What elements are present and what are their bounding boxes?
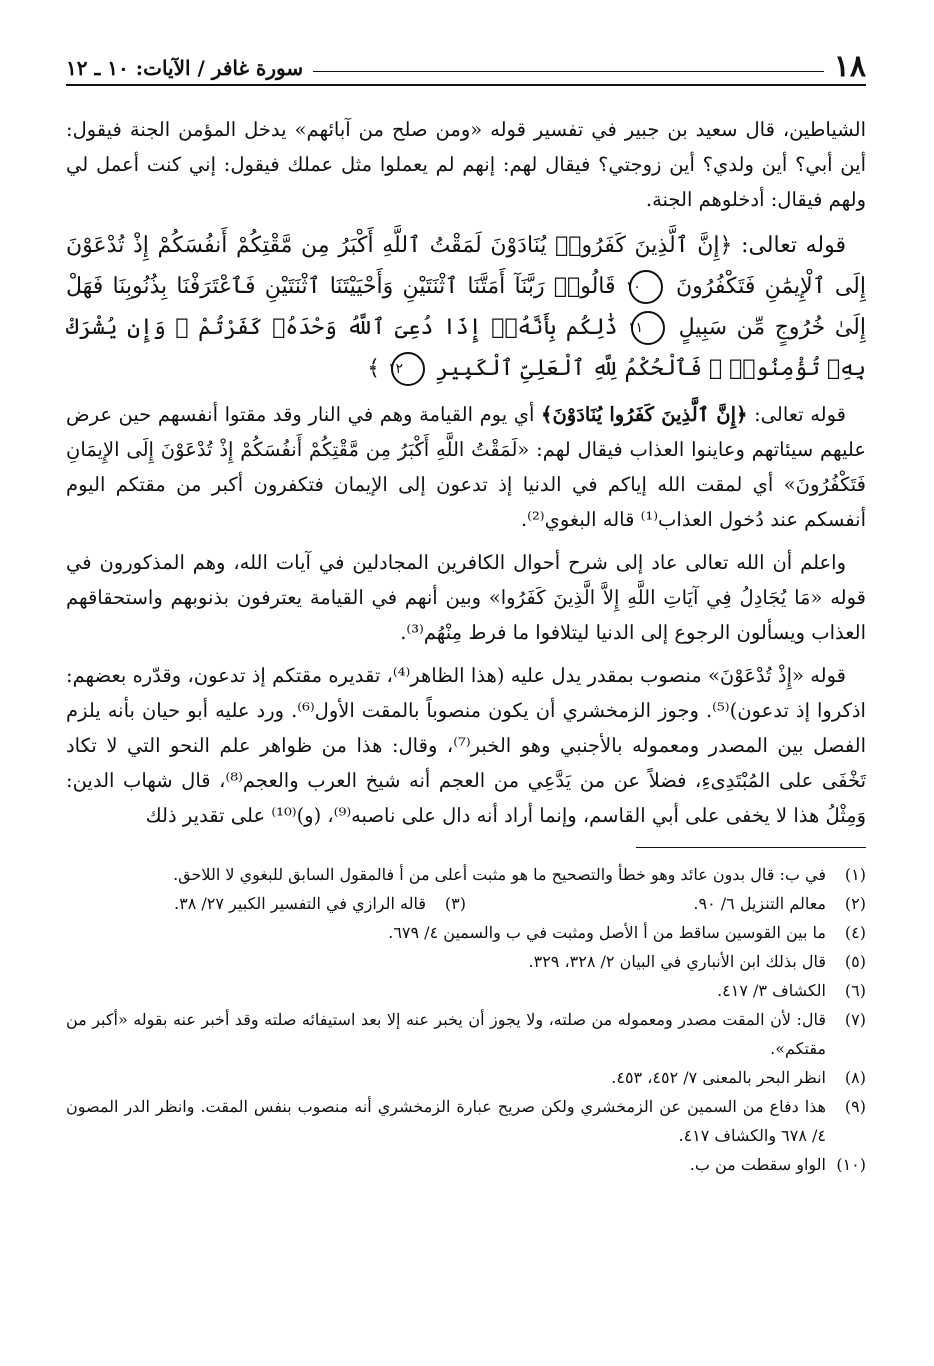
page-header (66, 40, 866, 86)
footnotes (66, 860, 866, 1179)
main-text (66, 112, 866, 833)
footnote-text: قال بذلك ابن الأنباري في البيان ٢/ ٣٢٨، ٣٢٩. (528, 952, 826, 971)
footnote-number: (٦) (844, 981, 866, 1000)
footnote-text: ما بين القوسين ساقط من أ الأصل ومثبت في ب والسمين ٤/ ٦٧٩. (388, 923, 826, 942)
footnote-3 (66, 889, 466, 918)
paragraph-3: واعلم أن الله تعالى عاد إلى شرح أحوال الكافرين المجادلين في آيات الله، وهم المذكورون في قوله «مَا يُجَادِلُ فِي آيَاتِ اللَّهِ إِلاَّ الَّذِينَ كَفَرُوا» وبين أنهم في القيامة يعترفون بذنوبهم واستحقاقهم العذاب ويسألون الرجوع إلى الدنيا ليتلافوا ما فرط مِنْهُم⁽³⁾. (66, 551, 866, 644)
footnote-number: (١٠) (836, 1155, 866, 1174)
paragraph-4: قوله «إِذْ تُدْعَوْنَ» منصوب بمقدر يدل عليه (هذا الظاهر⁽⁴⁾، تقديره مقتكم إذ تدعون، وقدّره بعضهم: اذكروا إذ تدعون)⁽⁵⁾. وجوز الزمخشري أن يكون منصوباً بالمقت الأول⁽⁶⁾. ورد عليه أبو حيان بأنه يلزم الفصل بين المصدر ومعموله بالأجنبي وهو الخبر⁽⁷⁾، وقال: هذا من ظواهر علم النحو التي لا تكاد تَخْفَى على المُبْتَدِىءِ، فضلاً عن من يَدَّعِي من العجم أنه شيخ العرب والعجم⁽⁸⁾، قال شهاب الدين: وَمِثْلُ هذا لا يخفى على أبي القاسم، وإنما أراد أنه دال على ناصبه⁽⁹⁾، (و)⁽¹⁰⁾ على تقدير ذلك (66, 664, 867, 827)
footnote-number: (٢) (844, 894, 866, 913)
footnote-text: معالم التنزيل ٦/ ٩٠. (693, 894, 826, 913)
footnote-number: (٩) (844, 1097, 866, 1116)
footnote-number: (١) (844, 865, 866, 884)
footnote-text: هذا دفاع من السمين عن الزمخشري ولكن صريح عبارة الزمخشري أنه منصوب بنفس المقت. وانظر الدر المصون ٤/ ٦٧٨ والكشاف ٤١٧. (66, 1097, 826, 1145)
footnote-text: الواو سقطت من ب. (689, 1155, 826, 1174)
footnote-4 (66, 918, 866, 947)
footnote-1 (66, 860, 866, 889)
footnote-number: (٤) (844, 923, 866, 942)
paragraph-1: الشياطين، قال سعيد بن جبير في تفسير قوله «ومن صلح من آبائهم» يدخل المؤمن الجنة فيقول: أين أبي؟ أين ولدي؟ أين زوجتي؟ فيقال لهم: إنهم لم يعملوا مثل عملك فيقول: إني كنت أعمل لي ولهم فيقال: أدخلوهم الجنة. (66, 118, 866, 211)
footnote-10 (66, 1150, 866, 1179)
paragraph-2-rest: أي يوم القيامة وهم في النار وقد مقتوا أنفسهم حين عرض عليهم سيئاتهم وعاينوا العذاب فيقال لهم: «لَمَقْتُ اللَّهِ أَكْبَرُ مِن مَّقْتِكُمْ أَنفُسَكُمْ إِذْ تُدْعَوْنَ إِلَى الإِيمَانِ فَتَكْفُرُونَ» أي لمقت الله إياكم في الدنيا إذ تدعون إلى الإيمان فتكفرون أكبر من مقتكم اليوم أنفسكم عند دُخول العذاب⁽¹⁾ قاله البغوي⁽²⁾. (66, 403, 866, 531)
footnote-7 (66, 1005, 866, 1063)
footnote-number: (٣) (444, 894, 466, 913)
footnote-text: قاله الرازي في التفسير الكبير ٢٧/ ٣٨. (174, 894, 426, 913)
running-title: سورة غافر / الآيات: ١٠ ـ ١٢ (66, 56, 304, 80)
book-page (66, 40, 866, 1179)
quran-text-part3: ذَٰلِكُم بِأَنَّهُۥٓ إِذَا دُعِىَ ٱللَّهُ وَحْدَهُۥ كَفَرْتُمْ ۖ وَإِن يُشْرَكْ بِهِۦ تُؤْمِنُوا۟ ۚ فَٱلْحُكْمُ لِلَّهِ ٱلْعَلِىِّ ٱلْكَبِيرِ (66, 315, 866, 381)
footnote-text: قال: لأن المقت مصدر ومعموله من صلته، ولا يجوز أن يخبر عنه إلا بعد استيفائه صلته وقد أخبر عنه بقوله «أكبر من مقتكم». (66, 1010, 826, 1058)
footnote-text: الكشاف ٣/ ٤١٧. (717, 981, 826, 1000)
footnote-separator (636, 847, 866, 848)
quran-verse-block (66, 225, 866, 389)
footnote-row-2-3 (66, 889, 866, 918)
quran-intro: قوله تعالى: (741, 233, 847, 258)
paragraph-2 (66, 397, 866, 537)
footnote-2 (466, 889, 866, 918)
footnote-number: (٥) (844, 952, 866, 971)
ayah-number-marker: ١١ (631, 311, 665, 345)
footnote-text: في ب: قال بدون عائد وهو خطأ والتصحيح ما هو مثبت أعلى من أ فالمقول السابق للبغوي لا اللاحق. (173, 865, 826, 884)
ayah-number-marker: ١٢ (391, 352, 425, 386)
footnote-number: (٨) (844, 1068, 866, 1087)
page-number: ١٨ (833, 49, 866, 84)
quran-close-bracket: ﴾ (367, 356, 381, 381)
footnote-number: (٧) (844, 1010, 866, 1029)
header-rule (313, 71, 824, 72)
ayah-number-marker: ١٠ (629, 270, 663, 304)
footnote-8 (66, 1063, 866, 1092)
quran-text-part1: ﴿إِنَّ ٱلَّذِينَ كَفَرُوا۟ يُنَادَوْنَ لَمَقْتُ ٱللَّهِ أَكْبَرُ مِن مَّقْتِكُمْ أَنفُسَكُمْ إِذْ تُدْعَوْنَ إِلَى ٱلْإِيمَٰنِ فَتَكْفُرُونَ (66, 233, 866, 299)
paragraph-2-quote: ﴿إِنَّ ٱلَّذِينَ كَفَرُوا يُنَادَوْنَ﴾ (541, 403, 748, 426)
quran-text-part2: قَالُوا۟ رَبَّنَآ أَمَتَّنَا ٱثْنَتَيْنِ وَأَحْيَيْتَنَا ٱثْنَتَيْنِ فَٱعْتَرَفْنَا بِذُنُوبِنَا فَهَلْ إِلَىٰ خُرُوجٍ مِّن سَبِيلٍ (66, 274, 866, 340)
footnote-9 (66, 1092, 866, 1150)
footnote-text: انظر البحر بالمعنى ٧/ ٤٥٢، ٤٥٣. (611, 1068, 826, 1087)
footnote-5 (66, 947, 866, 976)
footnote-6 (66, 976, 866, 1005)
paragraph-2-start: قوله تعالى: (754, 403, 847, 426)
